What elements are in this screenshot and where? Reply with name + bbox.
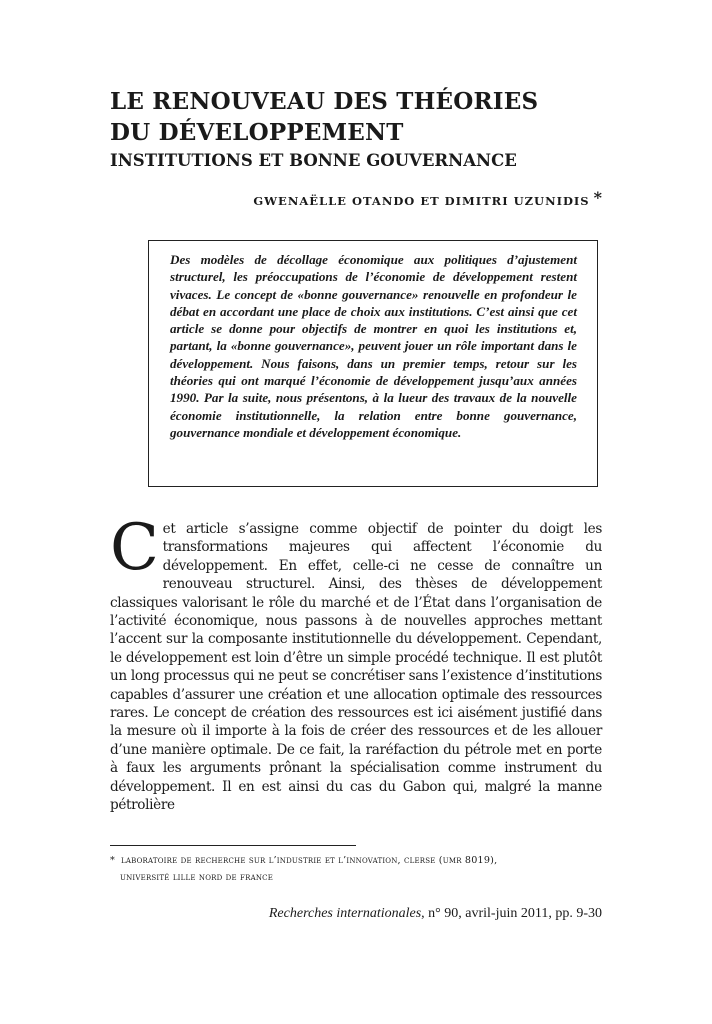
article-subtitle: INSTITUTIONS ET BONNE GOUVERNANCE <box>110 151 517 170</box>
abstract-text: Des modèles de décollage économique aux politiques d’ajustement structurel, les préoccupations de l’économie de développement restent vivaces. Le concept de «bonne gouvernance» renouvelle en profondeur le débat en accordant une place de choix aux institutions. C’est ainsi que cet article se donne pour objectifs de montrer en quoi les institutions et, partant, la «bonne gouvernance», peuvent jouer un rôle important dans le développement. Nous faisons, dans un premier temps, retour sur les théories qui ont marqué l’économie de développement jusqu’aux années 1990. Par la suite, nous présentons, à la lueur des travaux de la nouvelle économie institutionnelle, la relation entre bonne gouvernance, gouvernance mondiale et développement économique. <box>170 252 577 440</box>
article-title <box>110 86 610 148</box>
journal-name: Recherches internationales <box>268 906 422 921</box>
journal-citation <box>110 905 602 923</box>
body-paragraph <box>110 511 602 815</box>
drop-cap: C <box>110 511 159 585</box>
footnote-divider <box>110 845 356 846</box>
footnote-marker: * <box>110 855 115 866</box>
article-title-line-1: LE RENOUVEAU DES THÉORIES <box>110 88 539 115</box>
footnote-affiliation-line-1: laboratoire de recherche sur l’industrie et l’innovation, clerse (umr 8019), <box>121 855 498 866</box>
author-names: GWENAËLLE OTANDO ET DIMITRI UZUNIDIS <box>253 194 590 208</box>
journal-issue-details: , n° 90, avril-juin 2011, pp. 9-30 <box>421 906 602 921</box>
footnote-affiliation-line-2: université lille nord de france <box>120 872 274 883</box>
abstract-box <box>148 240 598 487</box>
article-title-line-2: DU DÉVELOPPEMENT <box>110 119 404 146</box>
body-paragraph-text: et article s’assigne comme objectif de pointer du doigt les transformations majeures qui affectent l’économie du développement. En effet, celle-ci ne cesse de connaître un renouveau structurel. Ainsi, des thèses de développement classiques valorisant le rôle du marché et de l’État dans l’organisation de l’activité économique, nous passons à de nouvelles approches mettant l’accent sur la composante institutionnelle du développement. Cependant, le développement est loin d’être un simple procédé technique. Il est plutôt un long processus qui ne peut se concrétiser sans l’existence d’institutions capables d’assurer une création et une allocation optimale des ressources rares. Le concept de création des ressources est ici aisément justifié dans la mesure où il importe à la fois de créer des ressources et de les allouer d’une manière optimale. De ce fait, la raréfaction du pétrole met en porte à faux les arguments prônant la spécialisation comme instrument du développement. Il en est ainsi du cas du Gabon qui, malgré la manne pétrolière <box>110 521 602 814</box>
footnote <box>110 852 604 886</box>
author-footnote-marker: * <box>593 188 602 207</box>
authors-line <box>110 188 602 209</box>
